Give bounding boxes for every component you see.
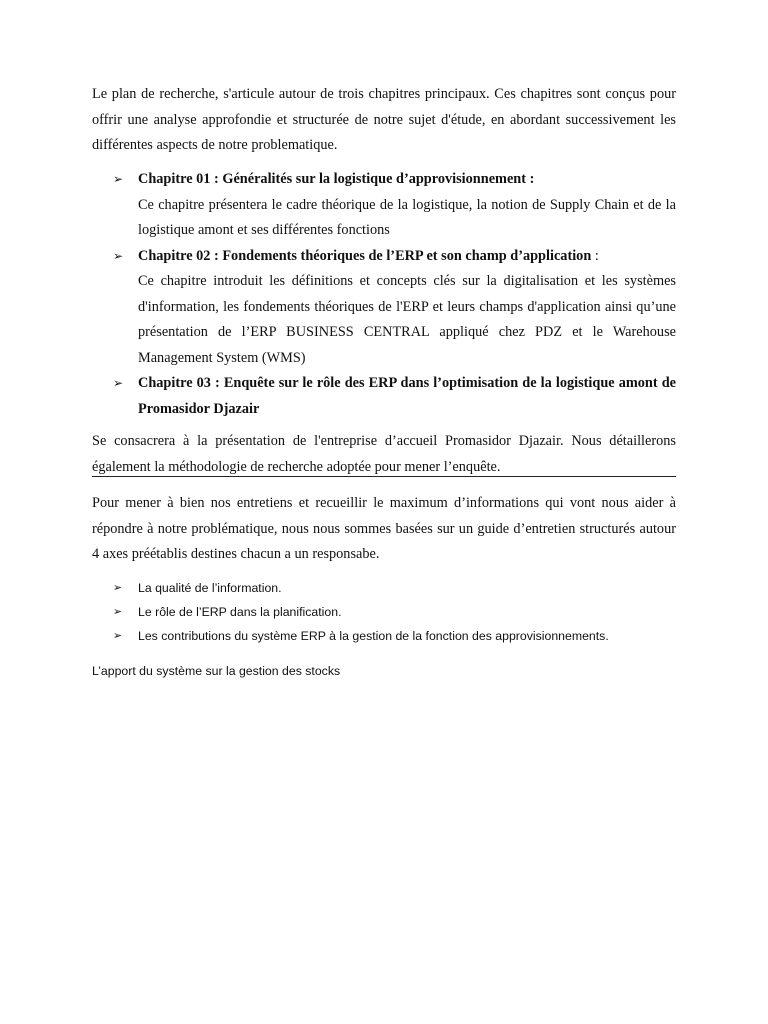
axis-label: La qualité de l’information. <box>138 581 282 595</box>
arrow-bullet-icon: ➢ <box>113 376 124 390</box>
chapter-body: Ce chapitre présentera le cadre théorique de la logistique, la notion de Supply Chain et de la logistique amont et ses différentes fonctions <box>138 196 676 238</box>
axis-item-3 <box>113 624 676 648</box>
arrow-bullet-icon: ➢ <box>113 605 123 618</box>
axis-label: Le rôle de l’ERP dans la planification. <box>138 605 342 619</box>
divider-line <box>92 476 676 477</box>
chapter-title: Chapitre 03 : Enquête sur le rôle des ERP dans l’optimisation de la logistique amont de Promasidor Djazair <box>138 375 676 417</box>
axis-item-1 <box>113 576 676 600</box>
axes-list <box>113 576 676 648</box>
intro-paragraph: Le plan de recherche, s'articule autour de trois chapitres principaux. Ces chapitres sont conçus pour offrir une analyse approfondie et structurée de notre sujet d'étude, en abordant successivement les différentes aspects de notre problematique. <box>92 86 676 153</box>
chapter-item-3 <box>113 371 676 422</box>
chapter-item-1 <box>113 167 676 244</box>
chapter-item-2 <box>113 244 676 372</box>
chapter-title: Chapitre 02 : Fondements théoriques de l’ERP et son champ d’application <box>138 247 592 264</box>
chapter-title-trail: : <box>591 247 599 264</box>
arrow-bullet-icon: ➢ <box>113 629 123 642</box>
method-paragraph: Pour mener à bien nos entretiens et recueillir le maximum d’informations qui vont nous aider à répondre à notre problématique, nous nous sommes basées sur un guide d’entretien structurés autour 4 axes préétablis destines chacun a un responsabe. <box>92 495 676 562</box>
chapter-body: Ce chapitre introduit les définitions et concepts clés sur la digitalisation et les systèmes d'information, les fondements théoriques de l'ERP et leurs champs d'application ainsi qu’une présentation de l’ERP BUSINESS CENTRAL appliqué chez PDZ et le Warehouse Management System (WMS) <box>138 273 676 366</box>
axis-item-2 <box>113 600 676 624</box>
arrow-bullet-icon: ➢ <box>113 581 123 594</box>
chapter3-paragraph: Se consacrera à la présentation de l'entreprise d’accueil Promasidor Djazair. Nous détaillerons également la méthodologie de recherche adoptée pour mener l’enquête. <box>92 433 676 475</box>
arrow-bullet-icon: ➢ <box>113 172 124 186</box>
chapter-list <box>113 167 676 422</box>
axis-label: Les contributions du système ERP à la gestion de la fonction des approvisionnements. <box>138 629 609 643</box>
closing-line: L’apport du système sur la gestion des stocks <box>92 664 341 678</box>
chapter-title: Chapitre 01 : Généralités sur la logistique d’approvisionnement : <box>138 171 535 187</box>
arrow-bullet-icon: ➢ <box>113 248 124 263</box>
